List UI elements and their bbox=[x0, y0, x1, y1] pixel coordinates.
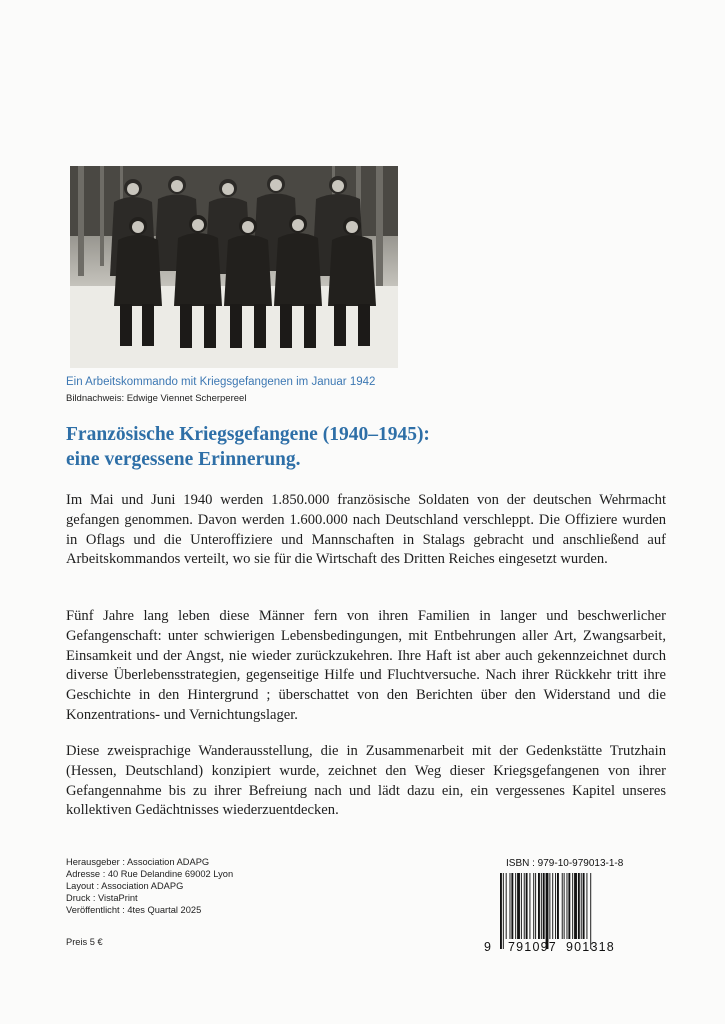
title-line-2: eine vergessene Erinnerung. bbox=[66, 449, 301, 470]
imprint-address: Adresse : 40 Rue Delandine 69002 Lyon bbox=[66, 869, 234, 879]
barcode-bar bbox=[521, 873, 522, 939]
barcode-digits-right: 901318 bbox=[566, 940, 615, 954]
imprint-publisher: Herausgeber : Association ADAPG bbox=[66, 857, 210, 867]
photo-caption: Ein Arbeitskommando mit Kriegsgefangenen im Januar 1942 bbox=[66, 376, 376, 388]
barcode-bar bbox=[562, 873, 563, 939]
barcode-bar bbox=[538, 873, 540, 939]
barcode-bar bbox=[511, 873, 513, 939]
barcode-bar bbox=[541, 873, 542, 939]
barcode-bar bbox=[586, 873, 587, 939]
barcode-digit-first: 9 bbox=[484, 940, 491, 954]
barcode-bar bbox=[517, 873, 520, 939]
barcode-bar bbox=[549, 873, 550, 939]
imprint-print: Druck : VistaPrint bbox=[66, 893, 138, 903]
barcode-bar bbox=[500, 873, 502, 949]
barcode-bar bbox=[564, 873, 565, 939]
barcode-bar bbox=[543, 873, 545, 939]
barcode-bar bbox=[535, 873, 536, 939]
imprint-layout: Layout : Association ADAPG bbox=[66, 881, 184, 891]
group-photo bbox=[70, 166, 398, 368]
barcode-bar bbox=[557, 873, 559, 939]
isbn-label: ISBN : 979-10-979013-1-8 bbox=[506, 858, 624, 869]
barcode-bar bbox=[524, 873, 525, 939]
barcode-bar bbox=[533, 873, 534, 939]
barcode-bar bbox=[578, 873, 580, 939]
paragraph-3: Diese zweisprachige Wanderausstellung, die in Zusammenarbeit mit der Gedenkstätte Trutzhain (Hessen, Deutschland) konzipiert wurde, zeichnet den Weg dieser Kriegsgefangenen von ihrer Gefangennahme bis zu ihrer Befreiung nach und lädt dazu ein, ein vergessenes Kapitel unseres kollektiven Gedächtnisses wiederzuentdecken. bbox=[66, 743, 666, 819]
barcode-digits-left: 791097 bbox=[508, 940, 557, 954]
page-title bbox=[66, 422, 666, 472]
barcode-bar bbox=[568, 873, 570, 939]
barcode-bar bbox=[583, 873, 585, 939]
barcode-bar bbox=[590, 873, 591, 949]
barcode-bar bbox=[510, 873, 511, 939]
barcode-bar bbox=[567, 873, 568, 939]
photo-credit: Bildnachweis: Edwige Viennet Scherpereel bbox=[66, 393, 247, 404]
barcode-bar bbox=[506, 873, 507, 939]
paragraph-2: Fünf Jahre lang leben diese Männer fern von ihren Familien in langer und beschwerlicher Gefangenschaft: unter schwierigen Lebensbedingungen, mit Entbehrungen aller Art, Zwangsarbeit, Einsamkeit und der Angst, nie wieder zurückzukehren. Ihre Haft ist aber auch gekennzeichnet durch diverse Überlebensstrategien, gegenseitige Hilfe und Fluchtversuche. Nach ihrer Rückkehr tritt ihre Geschichte in den Hintergrund ; überschattet von den Berichten über den Widerstand und die Konzentrations- und Vernichtungslager. bbox=[66, 608, 666, 723]
price-label: Preis 5 € bbox=[66, 937, 103, 947]
barcode-bar bbox=[503, 873, 504, 949]
barcode-bar bbox=[529, 873, 530, 939]
barcode-bar bbox=[574, 873, 577, 939]
barcode-bar bbox=[552, 873, 553, 939]
imprint bbox=[66, 856, 233, 916]
barcode-bar bbox=[526, 873, 528, 939]
imprint-published: Veröffentlicht : 4tes Quartal 2025 bbox=[66, 905, 202, 915]
paragraph-1: Im Mai und Juni 1940 werden 1.850.000 französische Soldaten von der deutschen Wehrmacht gefangen genommen. Davon werden 1.600.000 nach Deutschland verschleppt. Die Offiziere wurden in Oflags und die Unteroffiziere und Mannschaften in Stalags gebracht und anschließend auf Arbeitskommandos verteilt, wo sie für die Wirtschaft des Dritten Reiches eingesetzt wurden. bbox=[66, 492, 666, 568]
title-line-1: Französische Kriegsgefangene (1940–1945): bbox=[66, 424, 430, 445]
barcode-bar bbox=[515, 873, 516, 939]
barcode-bar bbox=[546, 873, 549, 949]
barcode-bar bbox=[555, 873, 556, 939]
barcode-bar bbox=[581, 873, 582, 939]
barcode-bar bbox=[572, 873, 573, 939]
